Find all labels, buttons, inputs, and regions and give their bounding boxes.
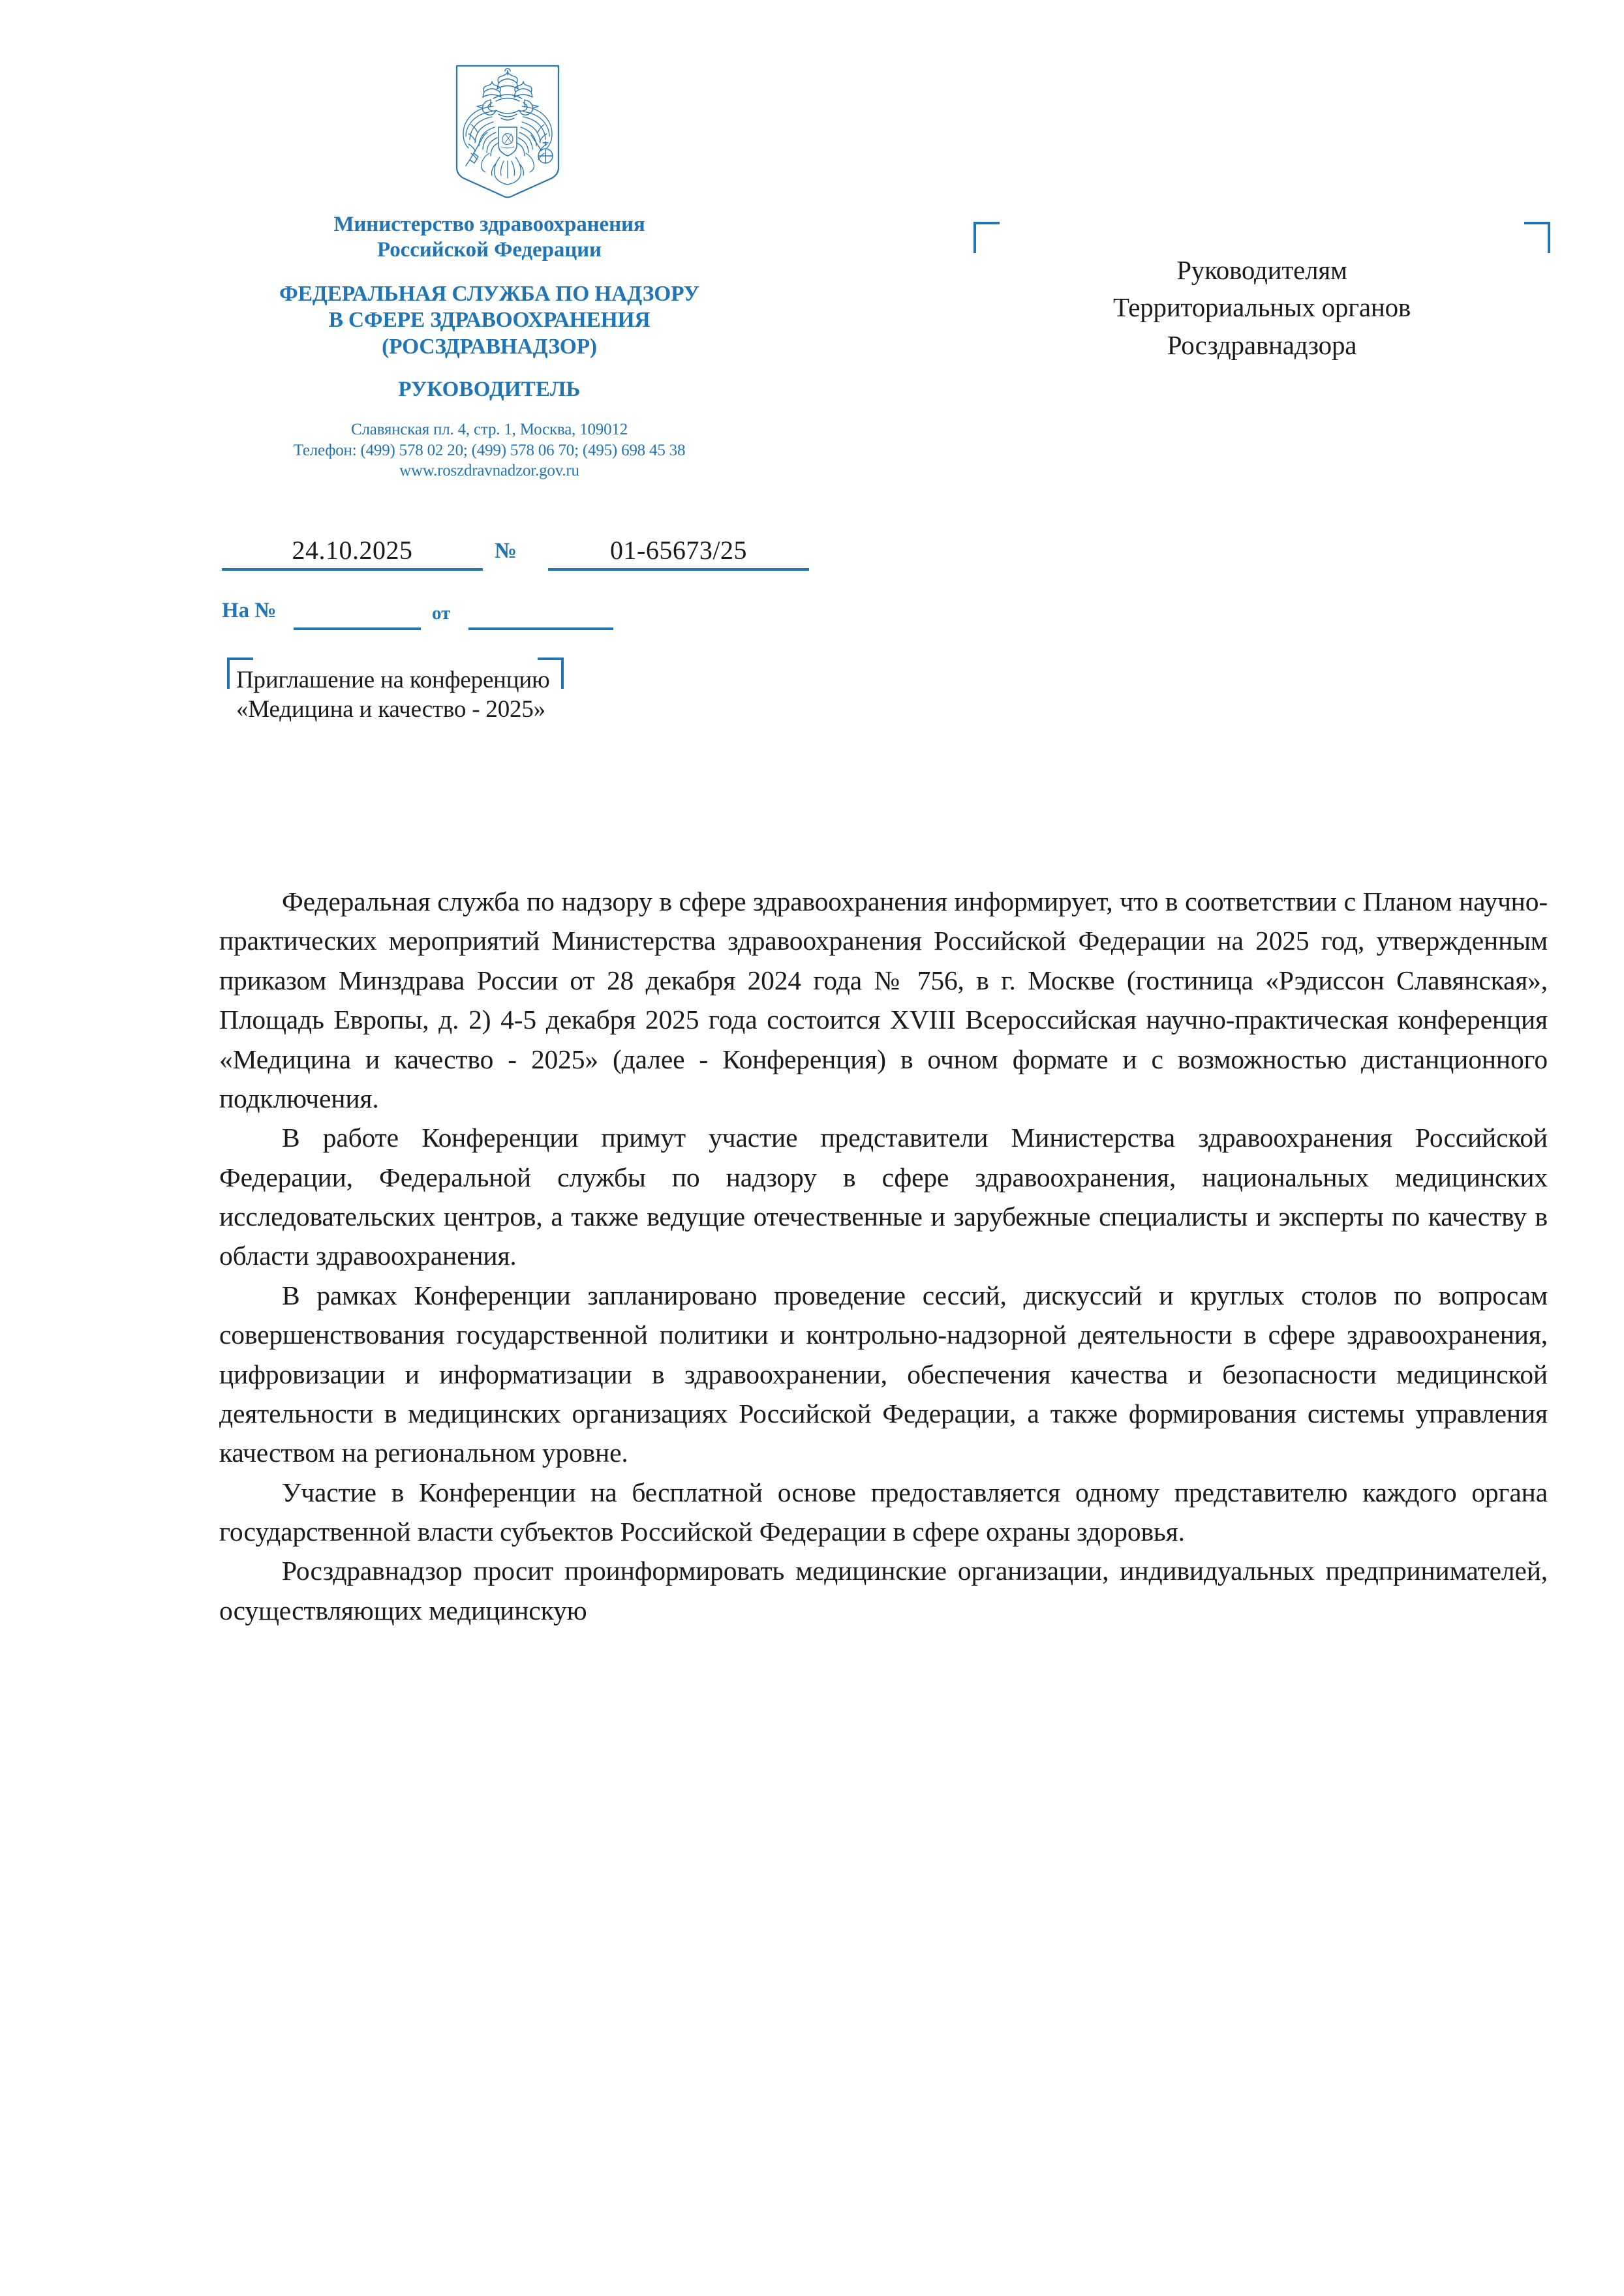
addressee-corner-bracket-top-right-icon bbox=[1524, 222, 1550, 253]
addressee-line-2: Территориальных органов bbox=[1112, 292, 1411, 323]
document-number-field[interactable] bbox=[548, 535, 809, 571]
service-line-1: ФЕДЕРАЛЬНАЯ СЛУЖБА ПО НАДЗОРУ bbox=[279, 281, 699, 306]
reply-reference-row bbox=[222, 599, 809, 638]
subject-line-1: Приглашение на конференцию bbox=[236, 667, 550, 693]
body-paragraph-2: В работе Конференции примут участие представители Министерства здравоохранения Российской Федерации, Федеральной службы по надзору в сфере здравоохранения, национальных медицинских исследовательских центров, а также ведущие отечественные и зарубежные специалисты и эксперты по качеству в области здравоохранения. bbox=[219, 1123, 1548, 1271]
reply-date-label: от bbox=[432, 603, 451, 624]
subject-block bbox=[227, 657, 564, 736]
body-paragraph-5: Росздравнадзор просит проинформировать медицинские организации, индивидуальных предпринимателей, осуществляющих медицинскую bbox=[219, 1556, 1548, 1625]
phone-numbers: Телефон: (499) 578 02 20; (499) 578 06 70; (495) 698 45 38 bbox=[293, 441, 686, 459]
body-paragraph-3: В рамках Конференции запланировано проведение сессий, дискуссий и круглых столов по вопросам совершенствования государственной политики и контрольно-надзорной деятельности в сфере здравоохранения, цифровизации и информатизации в здравоохранении, обеспечения качества и безопасности медицинской деятельности в медицинских организациях Российской Федерации, а также формирования системы управления качеством на региональном уровне. bbox=[219, 1280, 1548, 1468]
service-name bbox=[196, 281, 783, 361]
service-line-2: В СФЕРЕ ЗДРАВООХРАНЕНИЯ bbox=[328, 308, 651, 333]
addressee-block bbox=[973, 222, 1550, 372]
document-number-value: 01-65673/25 bbox=[610, 536, 747, 565]
document-reference-row bbox=[222, 535, 809, 584]
coat-of-arms-emblem bbox=[450, 62, 565, 202]
ministry-line-1: Министерство здравоохранения bbox=[333, 213, 645, 236]
body-paragraph-4: Участие в Конференции на бесплатной основе предоставляется одному представителю каждого органа государственной власти субъектов Российской Федерации в сфере охраны здоровья. bbox=[219, 1477, 1548, 1547]
addressee-corner-bracket-top-left-icon bbox=[973, 222, 1000, 253]
service-line-3: (РОСЗДРАВНАДЗОР) bbox=[382, 335, 597, 359]
ministry-name bbox=[196, 212, 783, 264]
website-url[interactable]: www.roszdravnadzor.gov.ru bbox=[399, 462, 579, 480]
number-sign-label: № bbox=[495, 539, 517, 563]
document-date-value: 24.10.2025 bbox=[292, 536, 413, 565]
ministry-line-2: Российской Федерации bbox=[377, 238, 602, 262]
reply-date-field[interactable] bbox=[468, 599, 613, 630]
letterhead-block bbox=[196, 212, 783, 481]
subject-line-2: «Медицина и качество - 2025» bbox=[236, 696, 545, 723]
reply-to-label: На № bbox=[222, 599, 277, 622]
document-date-field[interactable] bbox=[222, 535, 483, 571]
addressee-line-3: Росздравнадзора bbox=[1167, 329, 1357, 360]
postal-address: Славянская пл. 4, стр. 1, Москва, 109012 bbox=[350, 421, 628, 439]
body-paragraph-1: Федеральная служба по надзору в сфере здравоохранения информирует, что в соответствии с Планом научно-практических мероприятий Министерства здравоохранения Российской Федерации на 2025 год, утвержденным приказом Минздрава России от 28 декабря 2024 года № 756, в г. Москве (гостиница «Рэдиссон Славянская», Площадь Европы, д. 2) 4-5 декабря 2025 года состоится XVIII Всероссийская научно-практическая конференция «Медицина и качество - 2025» (далее - Конференция) в очном формате и с возможностью дистанционного подключения. bbox=[219, 886, 1548, 1113]
position-title: РУКОВОДИТЕЛЬ bbox=[398, 378, 581, 402]
contact-details bbox=[196, 419, 783, 481]
addressee-line-1: Руководителям bbox=[1176, 255, 1347, 285]
reply-to-field[interactable] bbox=[294, 599, 421, 630]
letter-body bbox=[219, 882, 1548, 1630]
